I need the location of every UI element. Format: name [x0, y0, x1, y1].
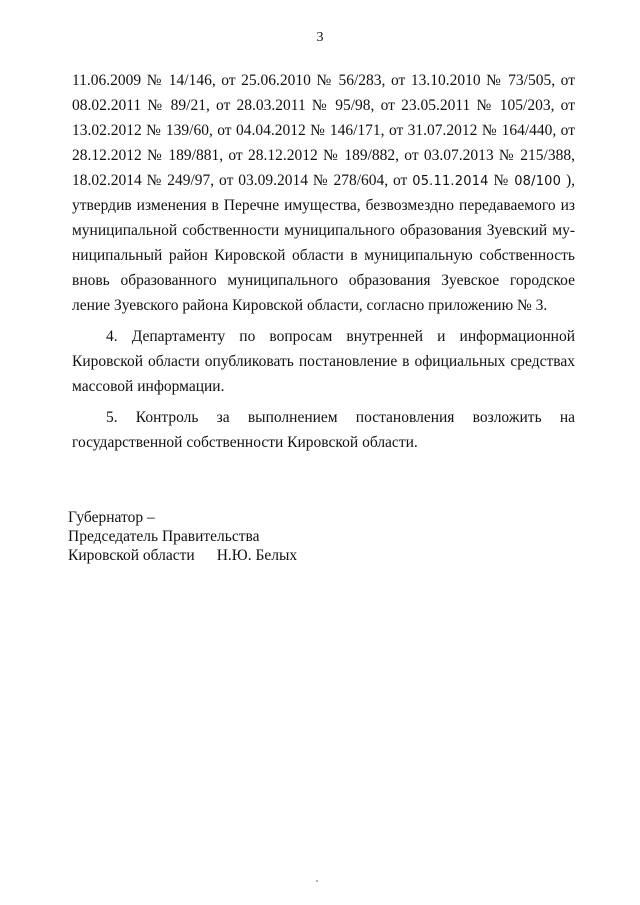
paragraph-4: [72, 324, 575, 399]
text-line: ление Зуевского района Кировской области, согласно приложению № 3.: [72, 297, 548, 314]
text-line: вновь образованного муниципального образования Зуевское городское: [72, 272, 575, 289]
page-number: 3: [316, 30, 324, 45]
text-line: ниципальный район Кировской области в муниципальную собственность: [72, 247, 575, 264]
handwritten-number: 08/100: [514, 174, 562, 189]
text-line: государственной собственности Кировской области.: [72, 434, 418, 451]
text-line: 28.12.2012 № 189/881, от 28.12.2012 № 189/882, от 03.07.2013 № 215/388,: [72, 147, 575, 164]
text-line: 08.02.2011 № 89/21, от 28.03.2011 № 95/98, от 23.05.2011 № 105/203, от: [72, 97, 575, 114]
document-body: [72, 68, 575, 455]
paragraph-3-continuation: [72, 68, 575, 318]
paragraph-5: [72, 405, 575, 455]
signature-block: [68, 508, 297, 565]
signatory-name: Н.Ю. Белых: [216, 547, 298, 564]
number-sign: №: [493, 172, 510, 189]
text-line: Кировской области опубликовать постановление в официальных средствах: [72, 353, 575, 370]
signatory-title-line-3: [68, 546, 297, 565]
text-line: 13.02.2012 № 139/60, от 04.04.2012 № 146/171, от 31.07.2012 № 164/440, от: [72, 122, 575, 139]
signatory-title-line-1: Губернатор –: [68, 509, 155, 526]
text-line: 4. Департаменту по вопросам внутренней и информационной: [106, 328, 575, 345]
signatory-title-line-2: Председатель Правительства: [68, 528, 260, 545]
ref-prefix: 18.02.2014 № 249/97, от 03.09.2014 № 278/604, от: [72, 172, 408, 189]
text-line-with-handwritten-ref: [72, 168, 575, 193]
text-line: муниципальной собственности муниципального образования Зуевский му-: [72, 222, 575, 239]
signatory-region: Кировской области: [68, 547, 195, 564]
ref-close: ),: [566, 172, 575, 189]
scan-speck: [316, 880, 318, 882]
text-line: массовой информации.: [72, 378, 225, 395]
text-line: 11.06.2009 № 14/146, от 25.06.2010 № 56/283, от 13.10.2010 № 73/505, от: [72, 72, 575, 89]
text-line: утвердив изменения в Перечне имущества, безвозмездно передаваемого из: [72, 197, 575, 214]
handwritten-date: 05.11.2014: [412, 174, 489, 189]
text-line: 5. Контроль за выполнением постановления возложить на: [106, 409, 575, 426]
